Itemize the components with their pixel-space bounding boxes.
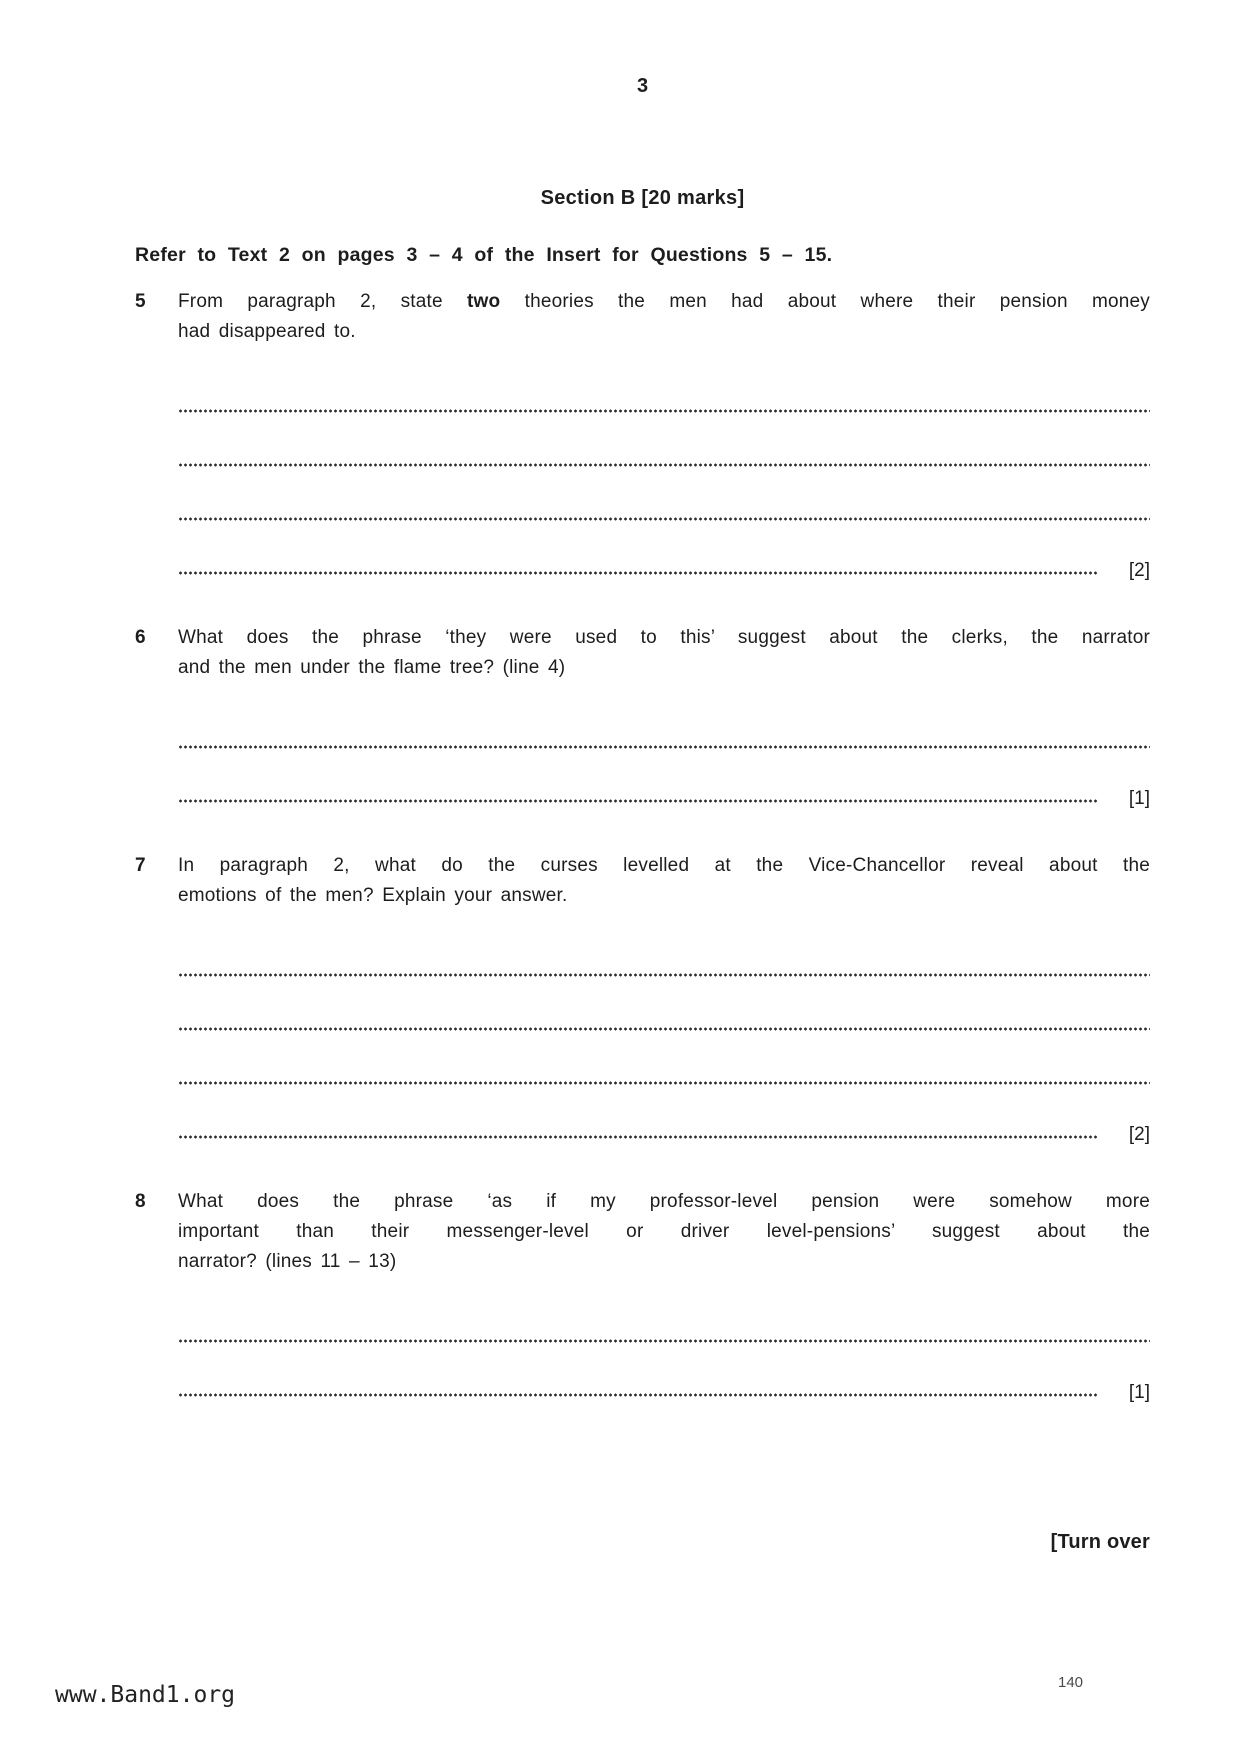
dotted-rule [178,571,1099,575]
dotted-rule [178,1393,1099,1397]
question-number: 5 [135,291,146,312]
answer-line [178,527,1150,581]
question-text-line: and the men under the flame tree? (line 4) [178,657,566,678]
dotted-rule [178,463,1150,467]
question-number: 7 [135,855,146,876]
turn-over-label: [Turn over [1050,1531,1150,1553]
dotted-rule [178,1027,1150,1031]
question-block [135,287,1150,581]
page-number: 3 [636,75,649,97]
section-heading: Section B [20 marks] [540,187,745,209]
answer-lines [178,701,1150,809]
marks-label: [2] [1128,560,1150,581]
question-body [178,851,1150,1145]
answer-lines [178,365,1150,581]
marks-label: [1] [1128,788,1150,809]
question-text-line: emotions of the men? Explain your answer. [178,885,568,906]
footer-url: www.Band1.org [55,1682,236,1708]
dotted-rule [178,1135,1099,1139]
question-text [178,623,1150,683]
section-instruction: Refer to Text 2 on pages 3 – 4 of the Insert for Questions 5 – 15. [135,244,833,266]
question-text [178,287,1150,347]
question-text-line: In paragraph 2, what do the curses levelled at the Vice-Chancellor reveal about the [178,855,1150,876]
marks-label: [2] [1128,1124,1150,1145]
answer-lines [178,1295,1150,1403]
question-number: 6 [135,627,146,648]
question-body [178,623,1150,809]
dotted-rule [178,745,1150,749]
answer-line [178,983,1150,1037]
question-text-line: From paragraph 2, state two theories the men had about where their pension money [178,291,1150,312]
answer-line [178,1037,1150,1091]
answer-line [178,365,1150,419]
question-text [178,1187,1150,1277]
answer-lines [178,929,1150,1145]
dotted-rule [178,409,1150,413]
question-body [178,1187,1150,1403]
question-text-line: important than their messenger-level or driver level-pensions’ suggest about the [178,1221,1150,1242]
question-text [178,851,1150,911]
answer-line [178,929,1150,983]
dotted-rule [178,799,1099,803]
question-block [135,623,1150,809]
dotted-rule [178,1339,1150,1343]
answer-line [178,1349,1150,1403]
question-text-line: narrator? (lines 11 – 13) [178,1251,397,1272]
marks-label: [1] [1128,1382,1150,1403]
answer-line [178,755,1150,809]
answer-line [178,1295,1150,1349]
dotted-rule [178,517,1150,521]
page-content [135,74,1150,1554]
answer-line [178,1091,1150,1145]
question-text-line: had disappeared to. [178,321,356,342]
question-block [135,1187,1150,1403]
question-text-line: What does the phrase ‘they were used to this’ suggest about the clerks, the narrator [178,627,1150,648]
question-text-line: What does the phrase ‘as if my professor-level pension were somehow more [178,1191,1150,1212]
question-number: 8 [135,1191,146,1212]
dotted-rule [178,1081,1150,1085]
dotted-rule [178,973,1150,977]
questions [135,287,1150,1403]
question-body [178,287,1150,581]
answer-line [178,419,1150,473]
answer-line [178,473,1150,527]
question-block [135,851,1150,1145]
footer-page-code: 140 [1058,1674,1084,1691]
answer-line [178,701,1150,755]
